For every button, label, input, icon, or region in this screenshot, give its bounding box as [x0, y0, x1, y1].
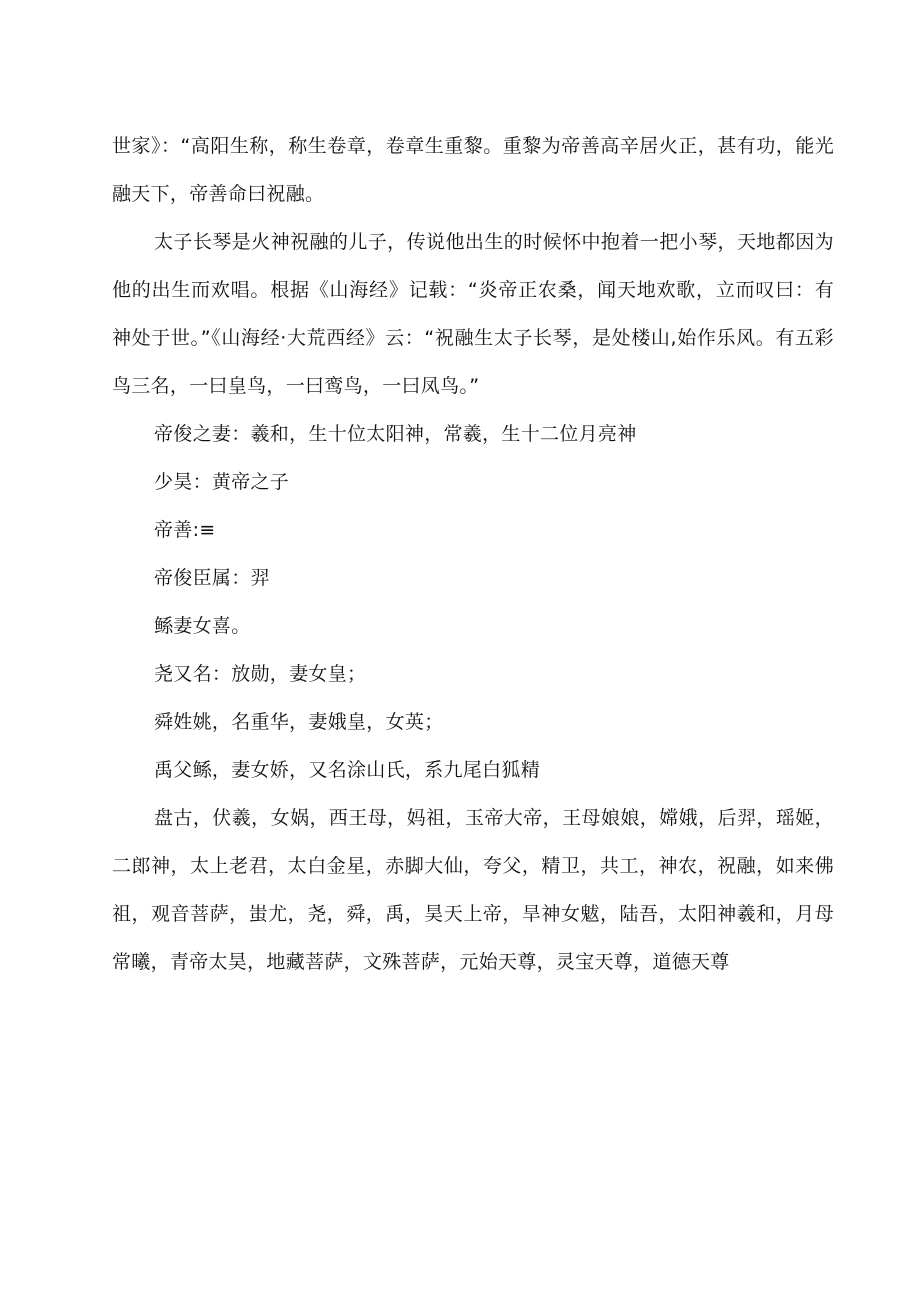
paragraph-gun-wife: 鲧妻女喜。: [154, 615, 251, 637]
paragraph-changqin: 太子长琴是火神祝融的儿子，传说他出生的时候怀中抱着一把小琴，天地都因为他的出生而欢唱。根据《山海经》记载：“炎帝正农桑，闻天地欢歌，立而叹曰：有神处于世。”《山海经·大荒西经》云：“祝融生太子长琴，是处楼山,始作乐风。有五彩鸟三名，一曰皇鸟，一曰鸾鸟，一曰凤鸟。”: [112, 231, 834, 397]
paragraph-yu: 禹父鲧，妻女娇，又名涂山氏，系九尾白狐精: [154, 759, 541, 781]
paragraph-yao: 尧又名：放勋，妻女皇；: [154, 663, 367, 685]
paragraph-shaohao: 少昊：黄帝之子: [154, 471, 290, 493]
paragraph-dijun-subordinate: 帝俊臣属：羿: [154, 567, 270, 589]
paragraph-dishan: 帝善:≡: [154, 519, 216, 541]
paragraph-dijun-wives: 帝俊之妻：羲和，生十位太阳神，常羲，生十二位月亮神: [154, 423, 637, 445]
paragraph-genealogy: 世家》：“高阳生称，称生卷章，卷章生重黎。重黎为帝善高辛居火正，甚有功，能光融天下，帝善命曰祝融。: [112, 135, 834, 205]
paragraph-deity-list: 盘古，伏羲，女娲，西王母，妈祖，玉帝大帝，王母娘娘，嫦娥，后羿，瑶姬，二郎神，太上老君，太白金星，赤脚大仙，夸父，精卫，共工，神农，祝融，如来佛祖，观音菩萨，蚩尤，尧，舜，禹，昊天上帝，旱神女魃，陆吾，太阳神羲和，月母常曦，青帝太昊，地藏菩萨，文殊菩萨，元始天尊，灵宝天尊，道德天尊: [112, 807, 834, 973]
paragraph-shun: 舜姓姚，名重华，妻娥皇，女英；: [154, 711, 444, 733]
document-body: [112, 122, 834, 986]
